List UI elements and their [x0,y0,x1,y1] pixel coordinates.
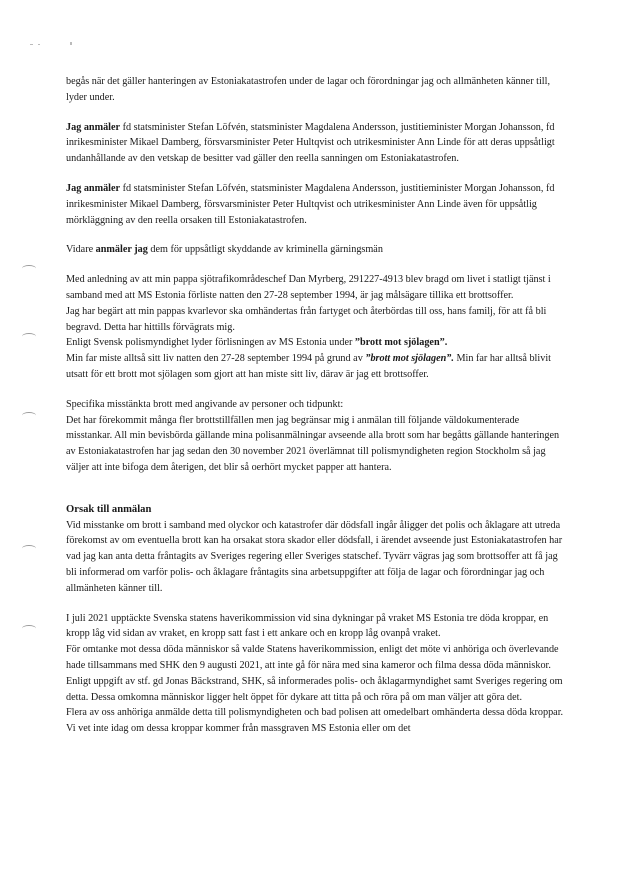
background-line [66,335,566,351]
binder-mark [22,625,36,632]
paragraph-report-3 [66,242,566,258]
line-bold: ”brott mot sjölagen”. [354,337,448,349]
background-line: Jag har begärt att min pappas kvarlevor ska omhändertas från fartyget och återbördas till oss, hans familj, för att få bli begravd. Detta har hittills förvägrats mig. [66,305,547,333]
line-text: Enligt Svensk polismyndighet lyder förlisningen av MS Estonia under [66,337,355,349]
discovery-line: I juli 2021 upptäckte Svenska statens haverikommission vid sina dykningar på vraket MS Estonia tre döda kroppar, en kropp låg vid sidan av vraket, en kropp satt fast i ett ankare och en kropp låg ovanpå vraket. [66,612,549,640]
paragraph-background [66,272,566,383]
line-text: Min far miste alltså sitt liv natten den 27-28 september 1994 på grund av [66,353,366,365]
specific-line: Det har förekommit många fler brottstillfällen men jag begränsar mig i anmälan till följande väldokumenterade misstankar. All min bevisbörda gällande mina polisanmälningar avseende alla brott som har begåtts gällande hanteringen av Estoniakatastrofen har jag sedan den 30 november 2021 överlämnat till polismyndigheten region Stockholm så jag väljer att inte bifoga dem återigen, det blir så oerhört mycket papper att hantera. [66,414,560,473]
report-pre: Vidare [66,244,96,256]
report-text: fd statsminister Stefan Löfvén, statsminister Magdalena Andersson, justitieminister Morgan Johansson, fd inrikesminister Mikael Damberg, försvarsminister Peter Hultqvist och utrikesminister Ann Linde för att deras uppsåtligt undanhållande av den vetskap de besitter vad gäller den reella sanningen om Estoniakatastrofen. [66,121,555,165]
paragraph-discovery [66,611,566,737]
paragraph-report-1 [66,120,566,167]
discovery-line: Enligt uppgift av stf. gd Jonas Bäckstrand, SHK, så informerades polis- och åklagarmyndighet samt Sveriges regering om detta. Dessa omkomna människor ligger helt öppet för dykare att titta på och röra på om man väljer att göra det. [66,675,563,703]
paragraph-reason: Vid misstanke om brott i samband med olyckor och katastrofer där dödsfall ingår åligger det polis och åklagare att utreda förekomst av om eventuella brott kan ha orsakat stora skador eller dödsfall, i ärendet avseende just Estoniakatastrofen har vad jag kan anta detta fråntagits av Sveriges regering eller Sveriges statschef. Tyvärr vägras jag som brottsoffer att få jag bli informerad om varför polis- och åklagare fråntagits sina arbetsuppgifter att följa de lagar och förordningar jag och allmänheten känner till. [66,519,563,594]
report-post: dem för uppsåtligt skyddande av kriminella gärningsmän [147,244,383,256]
specific-line: Specifika misstänkta brott med angivande av personer och tidpunkt: [66,398,344,410]
binder-mark [22,545,36,552]
paragraph-report-2 [66,181,566,228]
report-bold: anmäler jag [95,244,148,256]
line-text: Min far har alltså blivit utsatt för ett brott mot sjölagen som gjort att han miste sitt liv, därav är jag ett brottsoffer. [66,353,551,380]
line-bold-italic: ”brott mot sjölagen”. [365,353,454,365]
binder-mark [22,265,36,272]
scan-marks [30,38,70,58]
discovery-line: Flera av oss anhöriga anmälde detta till polismyndigheten och bad polisen att omedelbart omhänderta dessa döda kroppar. Vi vet inte idag om dessa kroppar kommer från massgraven MS Estonia eller om det [66,707,564,735]
report-text: fd statsminister Stefan Löfvén, statsminister Magdalena Andersson, justitieminister Morgan Johansson, fd inrikesminister Mikael Damberg, försvarsminister Peter Hultqvist och utrikesminister Ann Linde även för uppsåtlig mörkläggning av den reella orsaken till Estoniakatastrofen. [66,182,555,226]
report-lead: Jag anmäler [66,121,121,133]
document-page [66,74,566,737]
binder-mark [22,412,36,419]
report-lead: Jag anmäler [66,182,121,194]
discovery-line: För omtanke mot dessa döda människor så valde Statens haverikommission, enligt det möte vi anhöriga och överlevande hade tillsammans med SHK den 9 augusti 2021, att inte gå för nära med sina kameror och filma dessa döda människor. [66,644,559,671]
background-line [66,351,566,383]
section-heading: Orsak till anmälan [66,503,152,515]
background-line: Med anledning av att min pappa sjötrafikområdeschef Dan Myrberg, 291227-4913 blev bragd om livet i statligt tjänst i samband med att MS Estonia förliste natten den 27-28 september 1994, är jag målsägare tillika ett brottsoffer. [66,274,551,301]
paragraph-specific-crimes [66,397,566,476]
paragraph-intro: begås när det gäller hanteringen av Estoniakatastrofen under de lagar och förordningar jag och allmänheten känner till, lyder under. [66,76,550,103]
binder-mark [22,333,36,340]
